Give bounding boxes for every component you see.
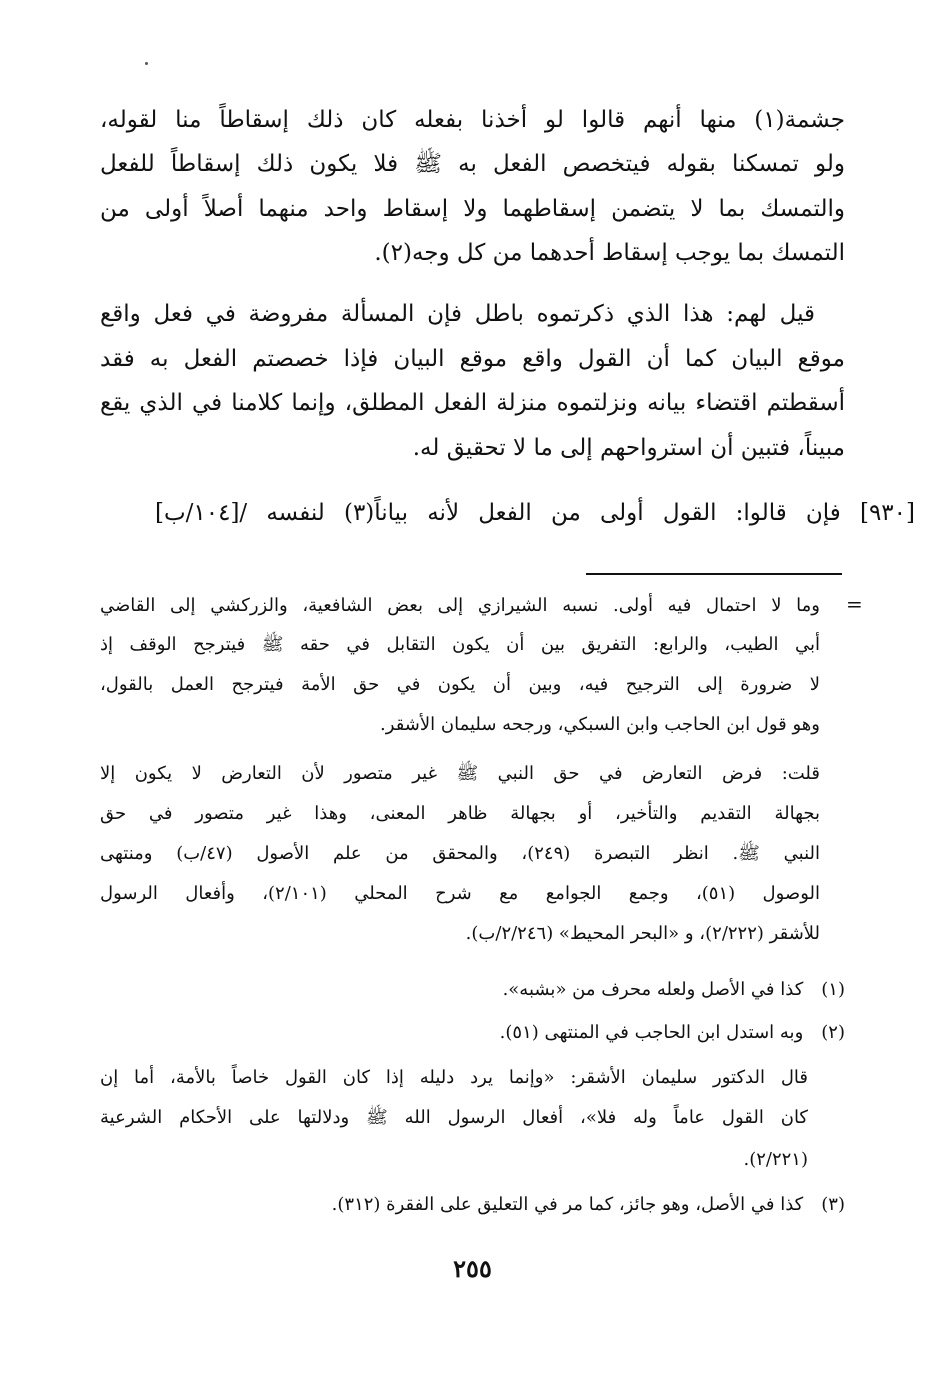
footnote-line: أبي الطيب، والرابع: التفريق بين أن يكون التقابل في حقه ﷺ فيترجح الوقف إذ xyxy=(100,634,820,655)
footnote-line: بجهالة التقديم والتأخير، أو بجهالة ظاهر المعنى، وهذا غير متصور في حق xyxy=(100,803,820,824)
scan-speck xyxy=(145,62,148,65)
note-2-continued-line: قال الدكتور سليمان الأشقر: «وإنما يرد دليله إذا كان القول خاصاً بالأمة، أما إن xyxy=(100,1067,808,1088)
footnote-line: للأشقر (٢/٢٢٢)، و «البحر المحيط» (٢/٢٤٦/ب). xyxy=(465,923,820,944)
note-3 xyxy=(100,1191,845,1221)
note-1 xyxy=(100,976,845,1006)
note-number: (٢) xyxy=(821,1022,845,1043)
footnote-continuation-mark: = xyxy=(846,592,863,616)
main-text-line: جشمة(١) منها أنهم قالوا لو أخذنا بفعله كان ذلك إسقاطاً منا لقوله، xyxy=(100,107,845,133)
note-text: وبه استدل ابن الحاجب في المنتهى (٥١). xyxy=(499,1022,804,1043)
main-text-line: والتمسك بما لا يتضمن إسقاطهما ولا إسقاط واحد منهما أصلاً أولى من xyxy=(100,196,845,222)
note-2 xyxy=(100,1019,845,1049)
main-text-line: مبيناً، فتبين أن استرواحهم إلى ما لا تحقيق له. xyxy=(412,435,845,461)
main-text-line: ولو تمسكنا بقوله فيتخصص الفعل به ﷺ فلا يكون ذلك إسقاطاً للفعل xyxy=(100,151,845,177)
note-number: (١) xyxy=(821,979,845,1000)
paragraph-930-line: [٩٣٠] فإن قالوا: القول أولى من الفعل لأنه بياناً(٣) لنفسه /[١٠٤/ب] xyxy=(155,500,915,526)
footnote-line: الوصول (٥١)، وجمع الجوامع مع شرح المحلي (٢/١٠١)، وأفعال الرسول xyxy=(100,883,820,904)
main-text-line: أسقطتم اقتضاء بيانه ونزلتموه منزلة الفعل المطلق، وإنما كلامنا في الذي يقع xyxy=(100,390,845,416)
footnote-line: النبي ﷺ. انظر التبصرة (٢٤٩)، والمحقق من علم الأصول (٤٧/ب) ومنتهى xyxy=(100,843,820,864)
note-2-continued-line: كان القول عاماً وله فلا»، أفعال الرسول الله ﷺ ودلالتها على الأحكام الشرعية xyxy=(100,1107,808,1128)
note-text: كذا في الأصل، وهو جائز، كما مر في التعليق على الفقرة (٣١٢). xyxy=(331,1194,804,1215)
footnote-line: قلت: فرض التعارض في حق النبي ﷺ غير متصور لأن التعارض لا يكون إلا xyxy=(100,763,820,784)
note-number: (٣) xyxy=(821,1194,845,1215)
footnote-line: لا ضرورة إلى الترجيح فيه، وبين أن يكون في حق الأمة فيترجح العمل بالقول، xyxy=(100,674,820,695)
page-number: ٢٥٥ xyxy=(453,1254,492,1283)
footnote-line: وما لا احتمال فيه أولى. نسبه الشيرازي إلى بعض الشافعية، والزركشي إلى القاضي xyxy=(100,595,820,616)
note-text: كذا في الأصل ولعله محرف من «بشبه». xyxy=(502,979,804,1000)
note-2-continued-line: (٢/٢٢١). xyxy=(743,1149,808,1170)
footnote-separator xyxy=(586,573,842,575)
main-text-line: قيل لهم: هذا الذي ذكرتموه باطل فإن المسألة مفروضة في فعل واقع xyxy=(100,301,815,327)
footnote-line: وهو قول ابن الحاجب وابن السبكي، ورجحه سليمان الأشقر. xyxy=(380,714,820,735)
main-text-line: موقع البيان كما أن القول واقع موقع البيان فإذا خصصتم الفعل به فقد xyxy=(100,346,845,372)
main-text-line: التمسك بما يوجب إسقاط أحدهما من كل وجه(٢). xyxy=(374,240,845,266)
